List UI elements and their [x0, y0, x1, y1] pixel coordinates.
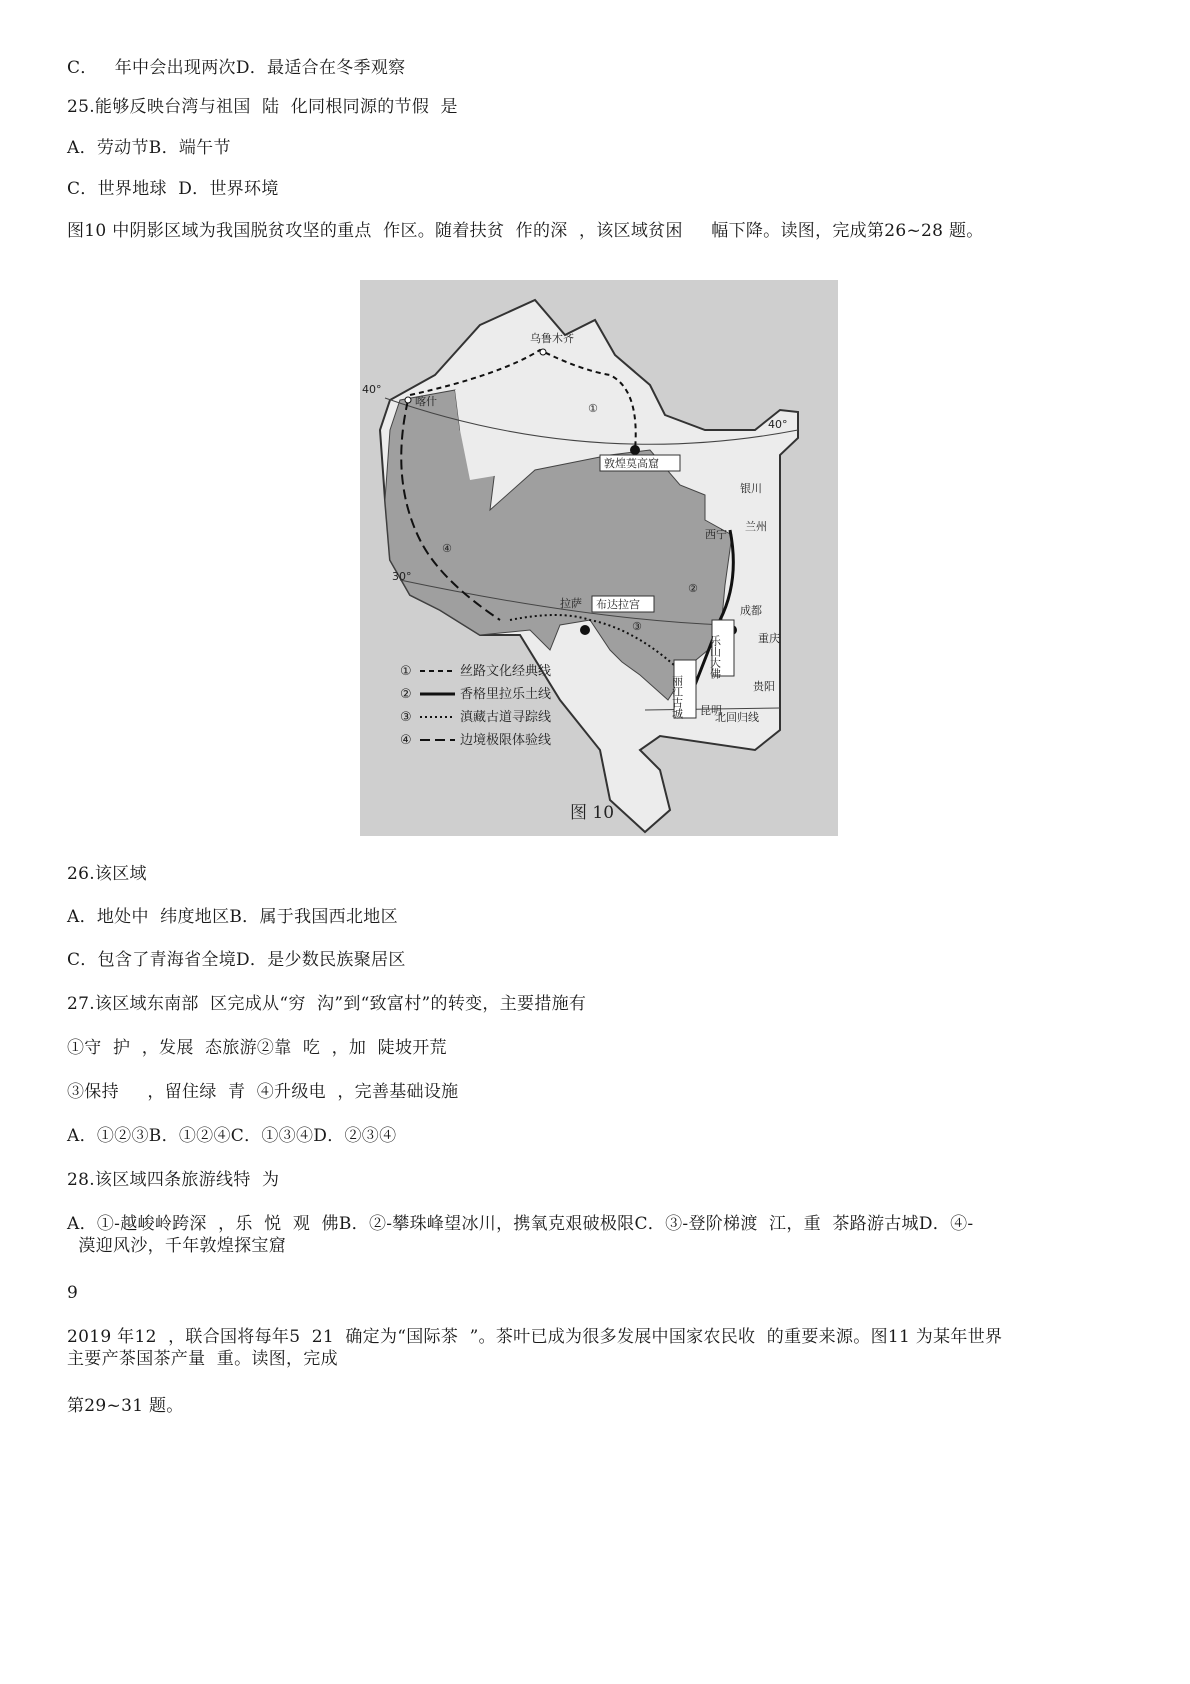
figure-10-map [360, 280, 838, 836]
legend-num-1: ① [400, 664, 412, 679]
legend-num-4: ④ [400, 733, 412, 748]
options-26-a-b: A．地处中 纬度地区B．属于我国西北地区 [67, 907, 398, 927]
label-lhasa: 拉萨 [560, 597, 582, 610]
legend-num-3: ③ [400, 710, 412, 725]
question-26: 26.该区域 [67, 864, 147, 884]
figure-10-intro: 图10 中阴影区域为我国脱贫攻坚的重点 作区。随着扶贫 作的深 ，该区域贫困 幅下降。读图，完成第26~28 题。 [67, 221, 984, 241]
label-urumqi: 乌鲁木齐 [530, 332, 574, 345]
text-line-1: C． 年中会出现两次D．最适合在冬季观察 [67, 58, 406, 78]
options-27: A．①②③B．①②④C．①③④D．②③④ [67, 1126, 397, 1146]
options-25-a-b: A．劳动节B．端午节 [67, 138, 231, 158]
label-chengdu: 成都 [740, 604, 762, 617]
legend-label-4: 边境极限体验线 [460, 733, 552, 748]
label-tropic: 北回归线 [715, 711, 759, 724]
tea-intro: 2019 年12 ，联合国将每年5 21 确定为“国际茶 ”。茶叶已成为很多发展中国家农民收 的重要来源。图11 为某年世界 主要产茶国茶产量 重。读图，完成 [67, 1327, 1003, 1369]
label-dunhuang: 敦煌莫高窟 [604, 457, 659, 470]
measures-1-2: ①守 护 ，发展 态旅游②靠 吃 ，加 陡坡开荒 [67, 1038, 447, 1058]
map-legend [400, 663, 551, 748]
label-kunming: 昆明 [700, 704, 722, 717]
label-yinchuan: 银川 [740, 482, 762, 495]
options-26-c-d: C．包含了青海省全境D．是少数民族聚居区 [67, 950, 406, 970]
dunhuang-dot [630, 445, 640, 455]
label-guiyang: 贵阳 [753, 680, 775, 693]
measures-3-4: ③保持 ，留住绿 青 ④升级电 ，完善基础设施 [67, 1082, 459, 1102]
label-potala: 布达拉宫 [596, 598, 640, 611]
page-number: 9 [67, 1283, 79, 1303]
label-leshan: 乐山大佛 [708, 635, 722, 679]
route-mark-1: ① [588, 402, 598, 415]
question-28: 28.该区域四条旅游线特 为 [67, 1170, 280, 1190]
legend-label-3: 滇藏古道寻踪线 [460, 710, 552, 725]
label-xining: 西宁 [705, 528, 727, 541]
label-lat40-west: 40° [362, 383, 382, 396]
label-lijiang: 丽江古城 [670, 675, 684, 719]
question-27: 27.该区域东南部 区完成从“穷 沟”到“致富村”的转变，主要措施有 [67, 994, 587, 1014]
kashgar-dot [405, 397, 411, 403]
legend-label-1: 丝路文化经典线 [460, 664, 552, 679]
legend-label-2: 香格里拉乐土线 [460, 687, 552, 702]
route-mark-3: ③ [632, 620, 642, 633]
urumqi-dot [540, 349, 546, 355]
options-25-c-d: C．世界地球 D．世界环境 [67, 179, 279, 199]
questions-29-31: 第29~31 题。 [67, 1396, 184, 1416]
label-lat40-east: 40° [768, 418, 788, 431]
route-mark-2: ② [688, 582, 698, 595]
lhasa-dot [580, 625, 590, 635]
options-28: A．①-越峻岭跨深 ，乐 悦 观 佛B．②-攀珠峰望冰川，携氧克艰破极限C．③-登阶梯渡 江，重 茶路游古城D．④- 漠迎风沙，千年敦煌探宝窟 [67, 1214, 974, 1256]
legend-num-2: ② [400, 687, 412, 702]
route-mark-4: ④ [442, 542, 452, 555]
label-chongqing: 重庆 [758, 632, 780, 645]
label-lanzhou: 兰州 [745, 520, 767, 533]
label-lat30: 30° [392, 570, 412, 583]
label-kashgar: 喀什 [415, 395, 437, 408]
question-25: 25.能够反映台湾与祖国 陆 化同根同源的节假 是 [67, 97, 458, 117]
figure-caption: 图 10 [570, 803, 615, 823]
